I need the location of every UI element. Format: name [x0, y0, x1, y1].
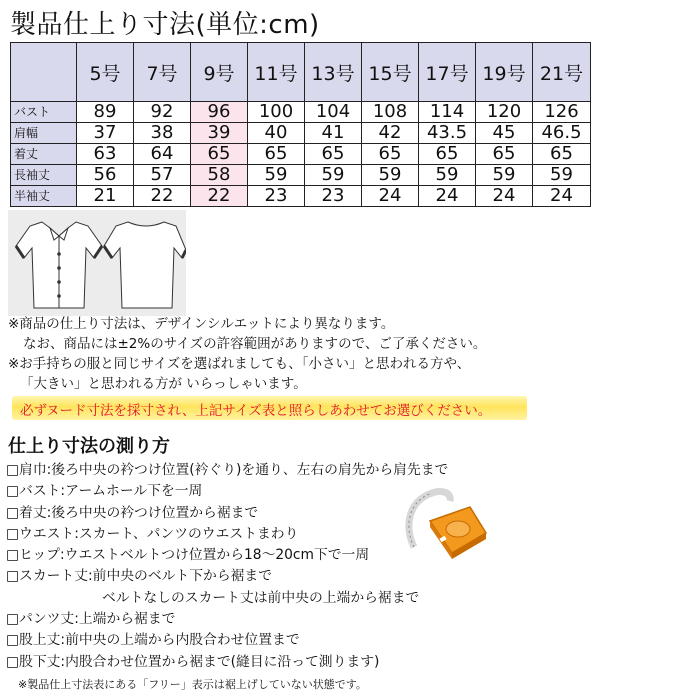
- size-header: 9号: [191, 43, 248, 102]
- size-header: 13号: [305, 43, 362, 102]
- note-line: ※お手持ちの服と同じサイズを選ばれましても、「小さい」と思われる方や、: [8, 356, 471, 372]
- table-cell: 58: [191, 165, 248, 186]
- note-line: ※商品の仕上り寸法は、デザインシルエットにより異なります。: [8, 316, 395, 332]
- table-cell: 65: [476, 144, 533, 165]
- garment-illustration: [8, 210, 186, 316]
- row-label: 半袖丈: [11, 186, 77, 207]
- size-header: 15号: [362, 43, 419, 102]
- table-cell: 24: [362, 186, 419, 207]
- table-cell: 100: [248, 102, 305, 123]
- size-header: 21号: [533, 43, 591, 102]
- howto-list: [6, 460, 448, 673]
- table-cell: 59: [362, 165, 419, 186]
- table-cell: 59: [248, 165, 305, 186]
- size-header: 5号: [77, 43, 134, 102]
- howto-item: □股上丈:前中央の上端から内股合わせ位置まで: [6, 632, 300, 649]
- row-label: 着丈: [11, 144, 77, 165]
- measuring-tape-icon: [402, 487, 492, 567]
- howto-item: ベルトなしのスカート丈は前中央の上端から裾まで: [102, 589, 420, 606]
- table-cell: 43.5: [419, 123, 476, 144]
- table-cell: 114: [419, 102, 476, 123]
- size-header: 17号: [419, 43, 476, 102]
- table-cell: 65: [362, 144, 419, 165]
- warning-text: 必ずヌード寸法を採寸され、上記サイズ表と照らしあわせてお選びください。: [20, 403, 492, 419]
- howto-item: □ウエスト:スカート、パンツのウエストまわり: [6, 525, 299, 542]
- table-cell: 37: [77, 123, 134, 144]
- howto-item: □着丈:後ろ中央の衿つけ位置から裾まで: [6, 504, 259, 521]
- howto-item: □股下丈:内股合わせ位置から裾まで(縫目に沿って測ります): [6, 653, 380, 670]
- howto-item: □肩巾:後ろ中央の衿つけ位置(衿ぐり)を通り、左右の肩先から肩先まで: [6, 462, 449, 478]
- table-cell: 24: [533, 186, 591, 207]
- table-row: [11, 165, 591, 186]
- table-cell: 56: [77, 165, 134, 186]
- size-header: 19号: [476, 43, 533, 102]
- table-cell: 41: [305, 123, 362, 144]
- notes-block: [8, 314, 486, 394]
- howto-heading: 仕上り寸法の測り方: [8, 436, 170, 457]
- footnote: ※製品仕上寸法表にある「フリー」表示は裾上げしていない状態です。: [18, 678, 367, 691]
- size-table: [10, 42, 591, 207]
- table-cell: 65: [248, 144, 305, 165]
- table-row: [11, 186, 591, 207]
- table-cell: 108: [362, 102, 419, 123]
- row-label: 長袖丈: [11, 165, 77, 186]
- size-header: 7号: [134, 43, 191, 102]
- note-line: なお、商品には±2%のサイズの許容範囲がありますので、ご了承ください。: [23, 336, 487, 352]
- table-cell: 126: [533, 102, 591, 123]
- table-cell: 21: [77, 186, 134, 207]
- table-cell: 24: [476, 186, 533, 207]
- table-cell: 42: [362, 123, 419, 144]
- page-title: 製品仕上り寸法(単位:cm): [10, 10, 320, 40]
- note-line: 「大きい」と思われる方が いらっしゃいます。: [20, 376, 307, 392]
- table-cell: 120: [476, 102, 533, 123]
- table-cell: 92: [134, 102, 191, 123]
- size-table-container: [10, 42, 591, 207]
- howto-item: □ヒップ:ウエストベルトつけ位置から18～20cm下で一周: [6, 547, 370, 564]
- table-cell: 104: [305, 102, 362, 123]
- table-corner: [11, 43, 77, 102]
- table-cell: 39: [191, 123, 248, 144]
- table-row: [11, 123, 591, 144]
- table-cell: 38: [134, 123, 191, 144]
- howto-item: □スカート丈:前中央のベルト下から裾まで: [6, 568, 273, 585]
- size-header: 11号: [248, 43, 305, 102]
- table-cell: 63: [77, 144, 134, 165]
- table-cell: 65: [533, 144, 591, 165]
- size-header-row: [11, 43, 591, 102]
- table-cell: 23: [305, 186, 362, 207]
- table-cell: 23: [248, 186, 305, 207]
- table-cell: 22: [134, 186, 191, 207]
- table-cell: 65: [305, 144, 362, 165]
- table-cell: 24: [419, 186, 476, 207]
- blouse-back-illustration: [104, 222, 186, 308]
- table-cell: 59: [305, 165, 362, 186]
- table-row: [11, 102, 591, 123]
- table-cell: 96: [191, 102, 248, 123]
- table-cell: 65: [419, 144, 476, 165]
- blouse-front-illustration: [16, 222, 102, 308]
- table-cell: 59: [533, 165, 591, 186]
- table-cell: 40: [248, 123, 305, 144]
- row-label: バスト: [11, 102, 77, 123]
- table-cell: 45: [476, 123, 533, 144]
- table-cell: 57: [134, 165, 191, 186]
- table-cell: 89: [77, 102, 134, 123]
- row-label: 肩幅: [11, 123, 77, 144]
- table-cell: 59: [476, 165, 533, 186]
- table-cell: 64: [134, 144, 191, 165]
- howto-item: □バスト:アームホール下を一周: [6, 483, 203, 500]
- table-row: [11, 144, 591, 165]
- howto-item: □パンツ丈:上端から裾まで: [6, 611, 176, 628]
- table-cell: 22: [191, 186, 248, 207]
- table-cell: 46.5: [533, 123, 591, 144]
- table-cell: 59: [419, 165, 476, 186]
- table-cell: 65: [191, 144, 248, 165]
